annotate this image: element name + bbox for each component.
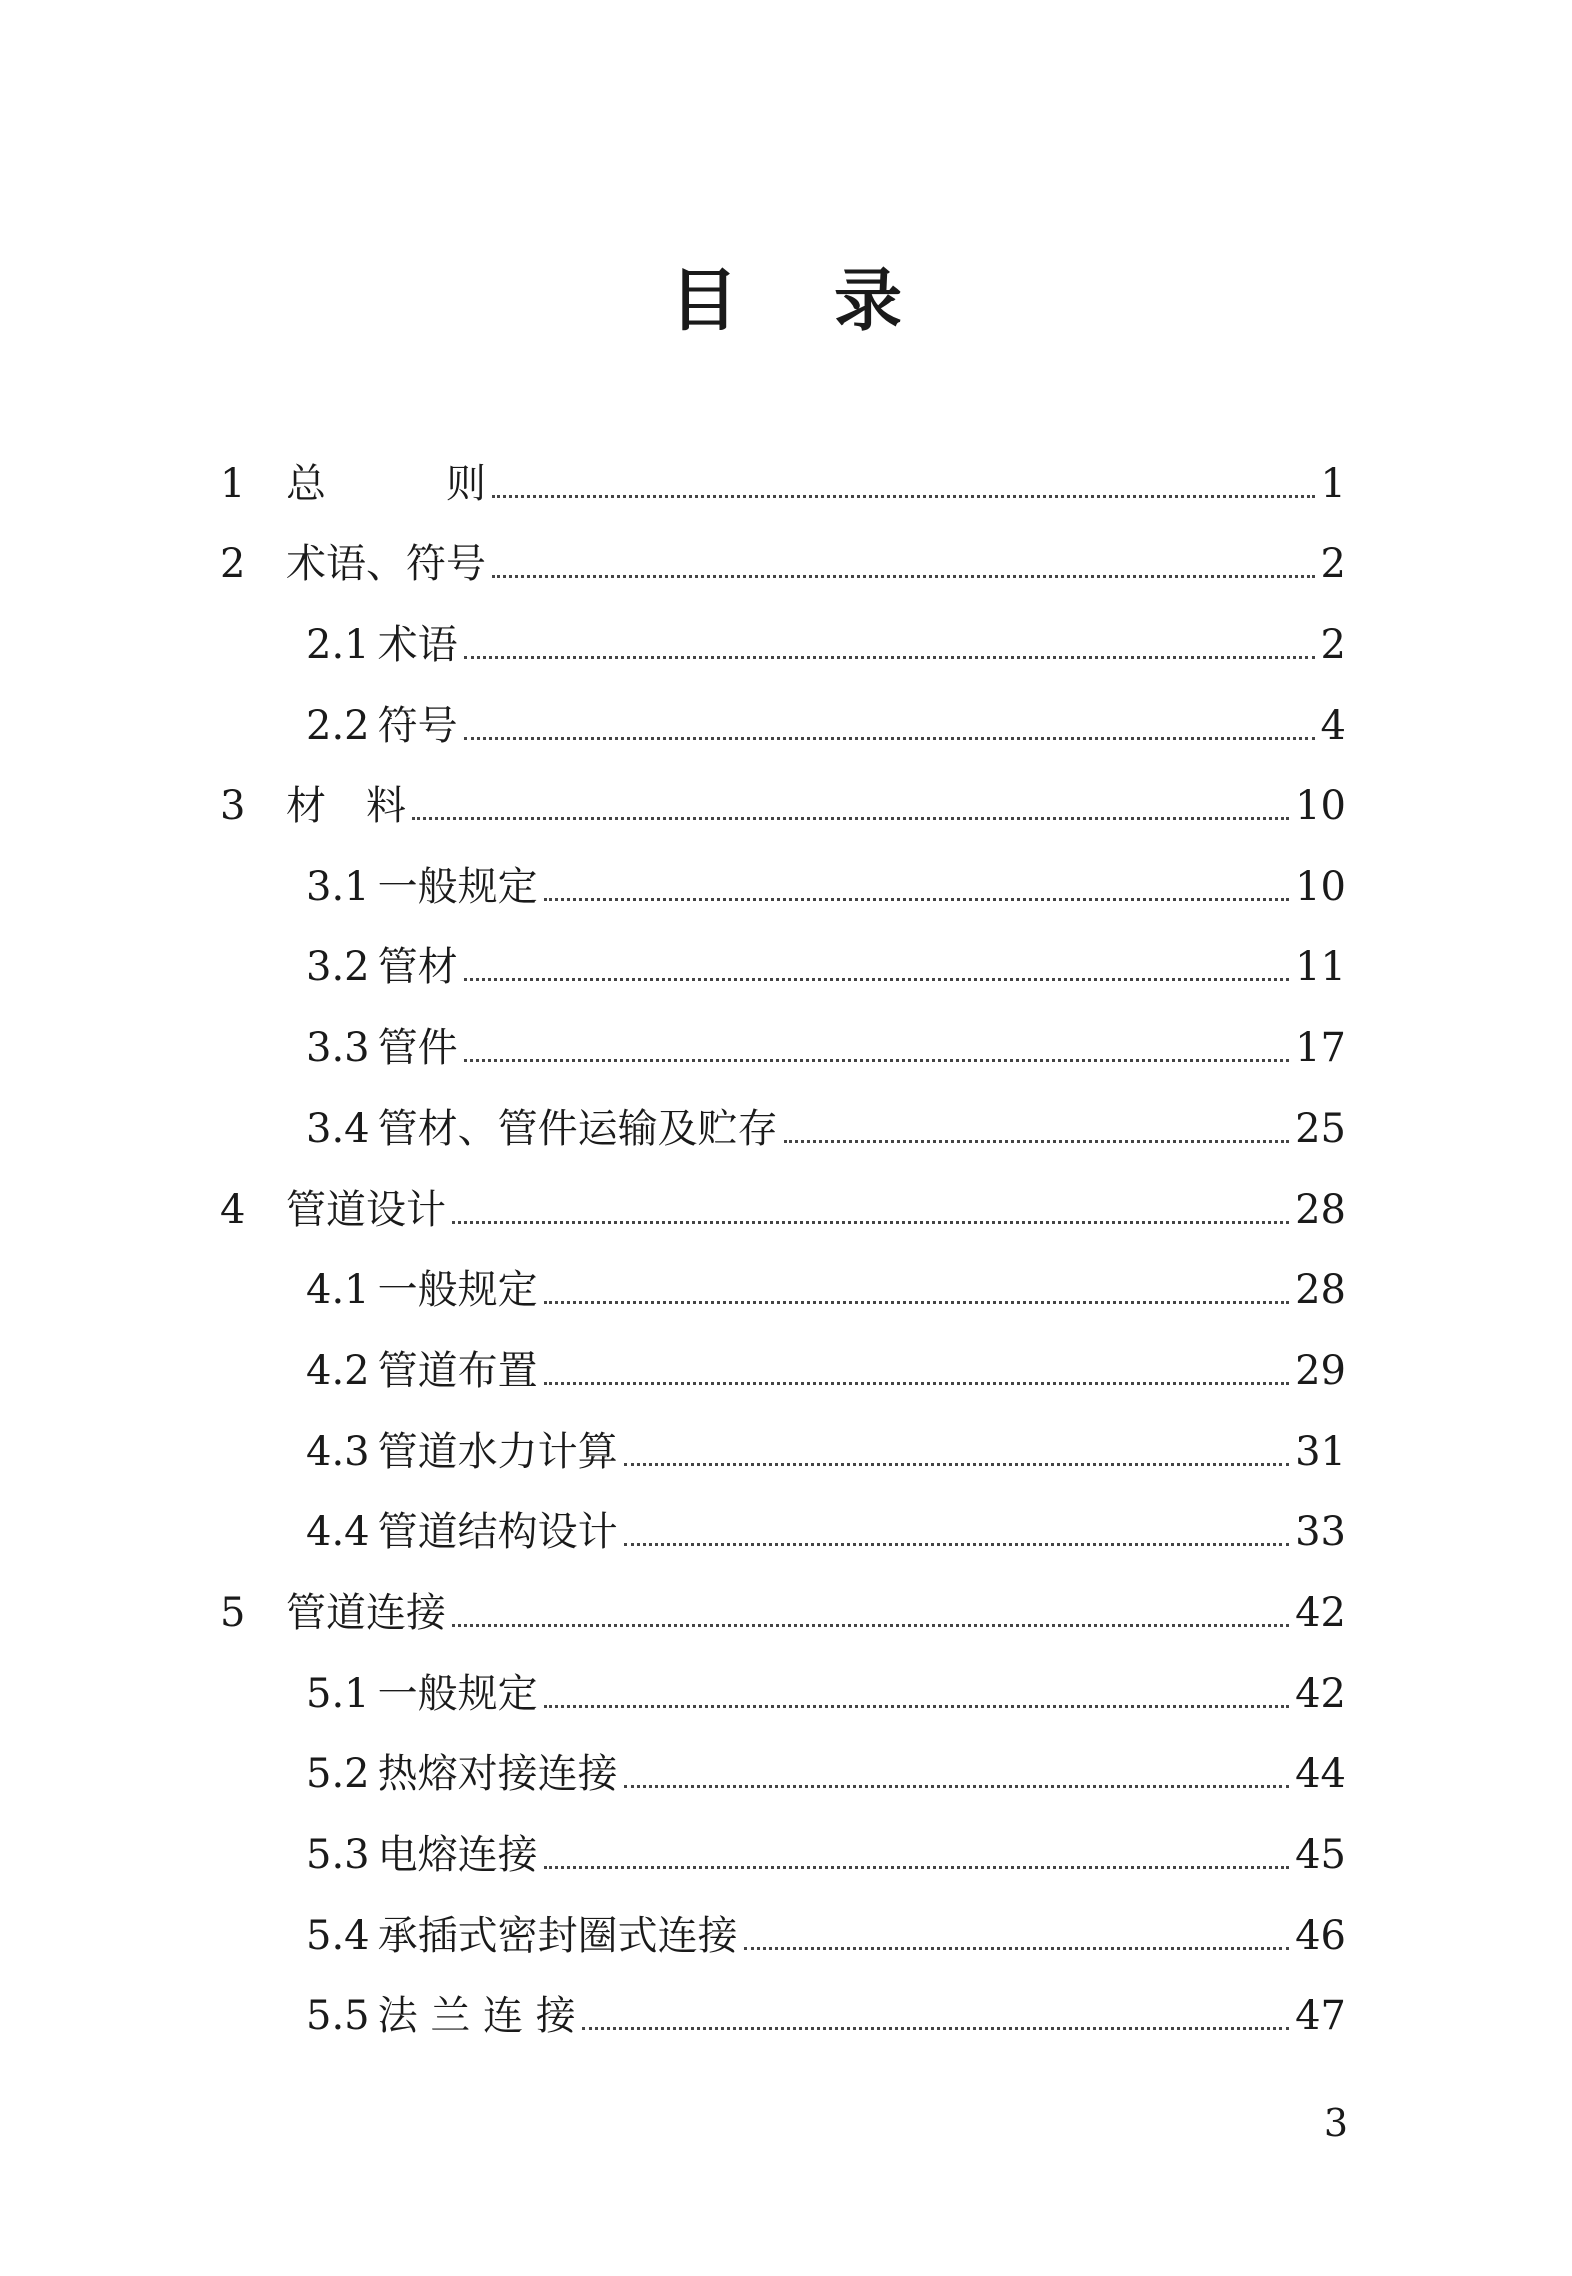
toc-leader-dots <box>464 1020 1289 1076</box>
toc-entry-page: 44 <box>1295 1751 1346 1797</box>
toc-entry-label: 管道连接 <box>286 1590 446 1636</box>
toc-entry[interactable] <box>306 1101 1346 1157</box>
toc-leader-dots <box>544 1666 1289 1722</box>
toc-entry-number: 4 <box>220 1187 246 1233</box>
toc-entry-page: 28 <box>1295 1267 1346 1313</box>
toc-entry-number: 1 <box>220 461 246 507</box>
toc-leader-dots <box>544 1827 1289 1883</box>
toc-leader-dots <box>464 617 1315 673</box>
toc-entry-label: 总 则 <box>286 461 486 507</box>
toc-entry-page: 25 <box>1295 1106 1346 1152</box>
toc-entry-number: 5 <box>220 1590 246 1636</box>
toc-entry-number: 5.5 <box>306 1993 370 2039</box>
toc-entry-page: 46 <box>1295 1913 1346 1959</box>
toc-entry-page: 11 <box>1295 944 1346 990</box>
toc-entry-number: 4.2 <box>306 1348 370 1394</box>
toc-entry-label: 承插式密封圈式连接 <box>377 1913 738 1959</box>
toc-entry[interactable] <box>306 1988 1346 2044</box>
toc-entry-number: 3.1 <box>306 864 370 910</box>
toc-entry-page: 29 <box>1295 1348 1346 1394</box>
toc-leader-dots <box>544 1343 1289 1399</box>
toc-leader-dots <box>744 1908 1289 1964</box>
toc-entry-page: 33 <box>1295 1509 1346 1555</box>
toc-entry[interactable] <box>306 1827 1346 1883</box>
toc-leader-dots <box>452 1182 1289 1238</box>
toc-entry-label: 管道结构设计 <box>377 1509 618 1555</box>
toc-entry-number: 3 <box>220 783 246 829</box>
toc-leader-dots <box>492 536 1315 592</box>
toc-leader-dots <box>624 1746 1289 1802</box>
toc-entry-number: 5.3 <box>306 1832 370 1878</box>
toc-entry-label: 材 料 <box>286 783 406 829</box>
toc-entry-page: 28 <box>1295 1187 1346 1233</box>
toc-entry-page: 17 <box>1295 1025 1346 1071</box>
toc-entry-number: 3.4 <box>306 1106 370 1152</box>
toc-leader-dots <box>624 1504 1289 1560</box>
toc-entry-page: 10 <box>1295 864 1346 910</box>
toc-leader-dots <box>492 456 1315 512</box>
toc-entry-number: 2 <box>220 541 246 587</box>
toc-entry[interactable] <box>306 698 1346 754</box>
toc-leader-dots <box>412 778 1289 834</box>
toc-entry-page: 31 <box>1295 1429 1346 1475</box>
toc-entry-page: 45 <box>1295 1832 1346 1878</box>
toc-entry[interactable] <box>306 1746 1346 1802</box>
toc-entry[interactable] <box>306 1343 1346 1399</box>
toc-entry[interactable] <box>306 1020 1346 1076</box>
toc-entry[interactable] <box>220 1585 1346 1641</box>
toc-entry-number: 2.1 <box>306 622 370 668</box>
toc-entry-number: 4.3 <box>306 1429 370 1475</box>
toc-entry-number: 3.2 <box>306 944 370 990</box>
toc-entry[interactable] <box>306 1504 1346 1560</box>
toc-entry-page: 2 <box>1320 541 1346 587</box>
toc-entry-label: 一般规定 <box>377 1267 538 1313</box>
toc-entry-page: 1 <box>1320 461 1346 507</box>
toc-entry-label: 电熔连接 <box>377 1832 538 1878</box>
toc-entry[interactable] <box>220 778 1346 834</box>
toc-leader-dots <box>544 1262 1289 1318</box>
toc-leader-dots <box>624 1424 1289 1480</box>
toc-leader-dots <box>582 1988 1289 2044</box>
toc-leader-dots <box>544 859 1289 915</box>
toc-entry-page: 42 <box>1295 1671 1346 1717</box>
page-number: 3 <box>1323 2101 1348 2145</box>
toc-entry-page: 10 <box>1295 783 1346 829</box>
toc-entry[interactable] <box>306 1666 1346 1722</box>
toc-entry[interactable] <box>306 617 1346 673</box>
toc-leader-dots <box>452 1585 1289 1641</box>
toc-entry-label: 管材、管件运输及贮存 <box>377 1106 778 1152</box>
toc-leader-dots <box>464 698 1315 754</box>
toc-entry-number: 5.2 <box>306 1751 370 1797</box>
toc-entry[interactable] <box>306 1424 1346 1480</box>
toc-entry-label: 符号 <box>377 703 458 749</box>
toc-entry-label: 管道布置 <box>377 1348 538 1394</box>
toc-entry[interactable] <box>306 1908 1346 1964</box>
toc-entry[interactable] <box>220 536 1346 592</box>
toc-entry-page: 2 <box>1320 622 1346 668</box>
toc-leader-dots <box>784 1101 1289 1157</box>
toc-entry-page: 42 <box>1295 1590 1346 1636</box>
toc-entry-page: 47 <box>1295 1993 1346 2039</box>
toc-entry[interactable] <box>220 456 1346 512</box>
toc-entry[interactable] <box>306 1262 1346 1318</box>
toc-leader-dots <box>464 939 1289 995</box>
toc-entry-number: 5.1 <box>306 1671 370 1717</box>
toc-entry[interactable] <box>306 859 1346 915</box>
toc-entry-label: 管道水力计算 <box>377 1429 618 1475</box>
toc-entry-number: 3.3 <box>306 1025 370 1071</box>
toc-entry-page: 4 <box>1320 703 1346 749</box>
toc-entry-label: 管道设计 <box>286 1187 446 1233</box>
toc-entry-label: 管材 <box>377 944 458 990</box>
toc-entry-label: 一般规定 <box>377 1671 538 1717</box>
toc-entry-label: 热熔对接连接 <box>377 1751 618 1797</box>
toc-entry-number: 2.2 <box>306 703 370 749</box>
toc-entry-label: 管件 <box>377 1025 458 1071</box>
page-title: 目录 <box>669 262 998 341</box>
toc-entry-label: 法 兰 连 接 <box>377 1993 576 2039</box>
toc-entry[interactable] <box>306 939 1346 995</box>
toc-entry[interactable] <box>220 1182 1346 1238</box>
toc-entry-label: 一般规定 <box>377 864 538 910</box>
toc-entry-label: 术语、符号 <box>286 541 486 587</box>
toc-entry-number: 4.4 <box>306 1509 370 1555</box>
toc-entry-number: 4.1 <box>306 1267 370 1313</box>
toc-entry-label: 术语 <box>377 622 458 668</box>
toc-entry-number: 5.4 <box>306 1913 370 1959</box>
